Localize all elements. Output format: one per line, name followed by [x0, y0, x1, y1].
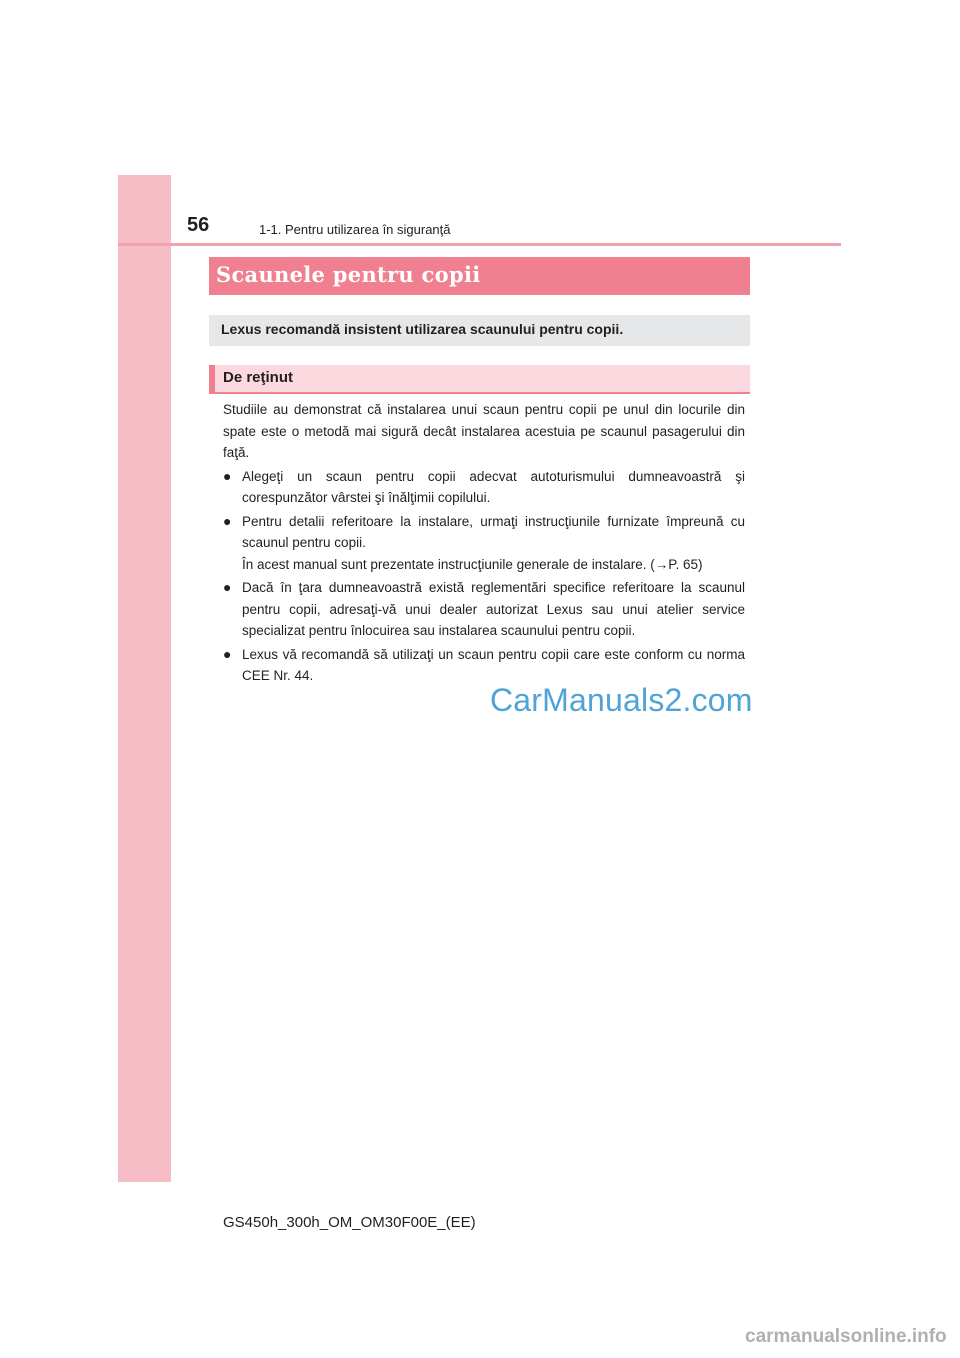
bullet-icon: ●	[223, 645, 232, 662]
note-accent	[209, 365, 215, 392]
watermark-logo: CarManuals2.com	[490, 682, 753, 718]
bullet-text: Alegeţi un scaun pentru copii adecvat autoturismului dumneavoastră şi corespunzător vârstei şi înălţimii copilului.	[242, 468, 745, 505]
bullet-text: În acest manual sunt prezentate instrucţiunile generale de instalare. (→P. 65)	[242, 556, 703, 572]
intro-box	[209, 315, 750, 346]
bullet-text: Lexus vă recomandă să utilizaţi un scaun pentru copii care este conform cu norma CEE Nr. 44.	[242, 646, 745, 683]
bullet-item	[223, 466, 745, 509]
note-body	[223, 399, 745, 687]
page-number: 56	[187, 214, 210, 236]
bullet-item	[223, 577, 745, 642]
intro-text: Lexus recomandă insistent utilizarea scaunului pentru copii.	[221, 321, 624, 337]
section-label: 1-1. Pentru utilizarea în siguranţă	[259, 222, 451, 237]
note-paragraph: Studiile au demonstrat că instalarea unui scaun pentru copii pe unul din locurile din spate este o metodă mai sigură decât instalarea acestuia pe scaunul pasagerului din faţă.	[223, 402, 745, 460]
bullet-item	[223, 644, 745, 687]
bullet-item	[223, 511, 745, 576]
page-title: Scaunele pentru copii	[216, 262, 481, 287]
bullet-text: Dacă în ţara dumneavoastră există reglementări specifice referitoare la scaunul pentru copii, adresaţi-vă unui dealer autorizat Lexus sau unui atelier service specializat pentru înlocuirea sau instalarea scaunului pentru copii.	[242, 580, 745, 638]
title-banner	[209, 257, 750, 295]
note-heading: De reţinut	[223, 369, 294, 386]
bottom-watermark: carmanualsonline.info	[745, 1326, 947, 1347]
note-header	[209, 365, 750, 394]
header-rule	[118, 243, 841, 246]
bullet-icon: ●	[223, 467, 232, 484]
bullet-text: Pentru detalii referitoare la instalare, urmaţi instrucţiunile furnizate împreună cu scaunul pentru copii.	[242, 513, 745, 550]
page-side-tab	[118, 175, 171, 1182]
bullet-icon: ●	[223, 579, 232, 595]
footer-code: GS450h_300h_OM_OM30F00E_(EE)	[223, 1214, 476, 1231]
bullet-icon: ●	[223, 512, 232, 529]
